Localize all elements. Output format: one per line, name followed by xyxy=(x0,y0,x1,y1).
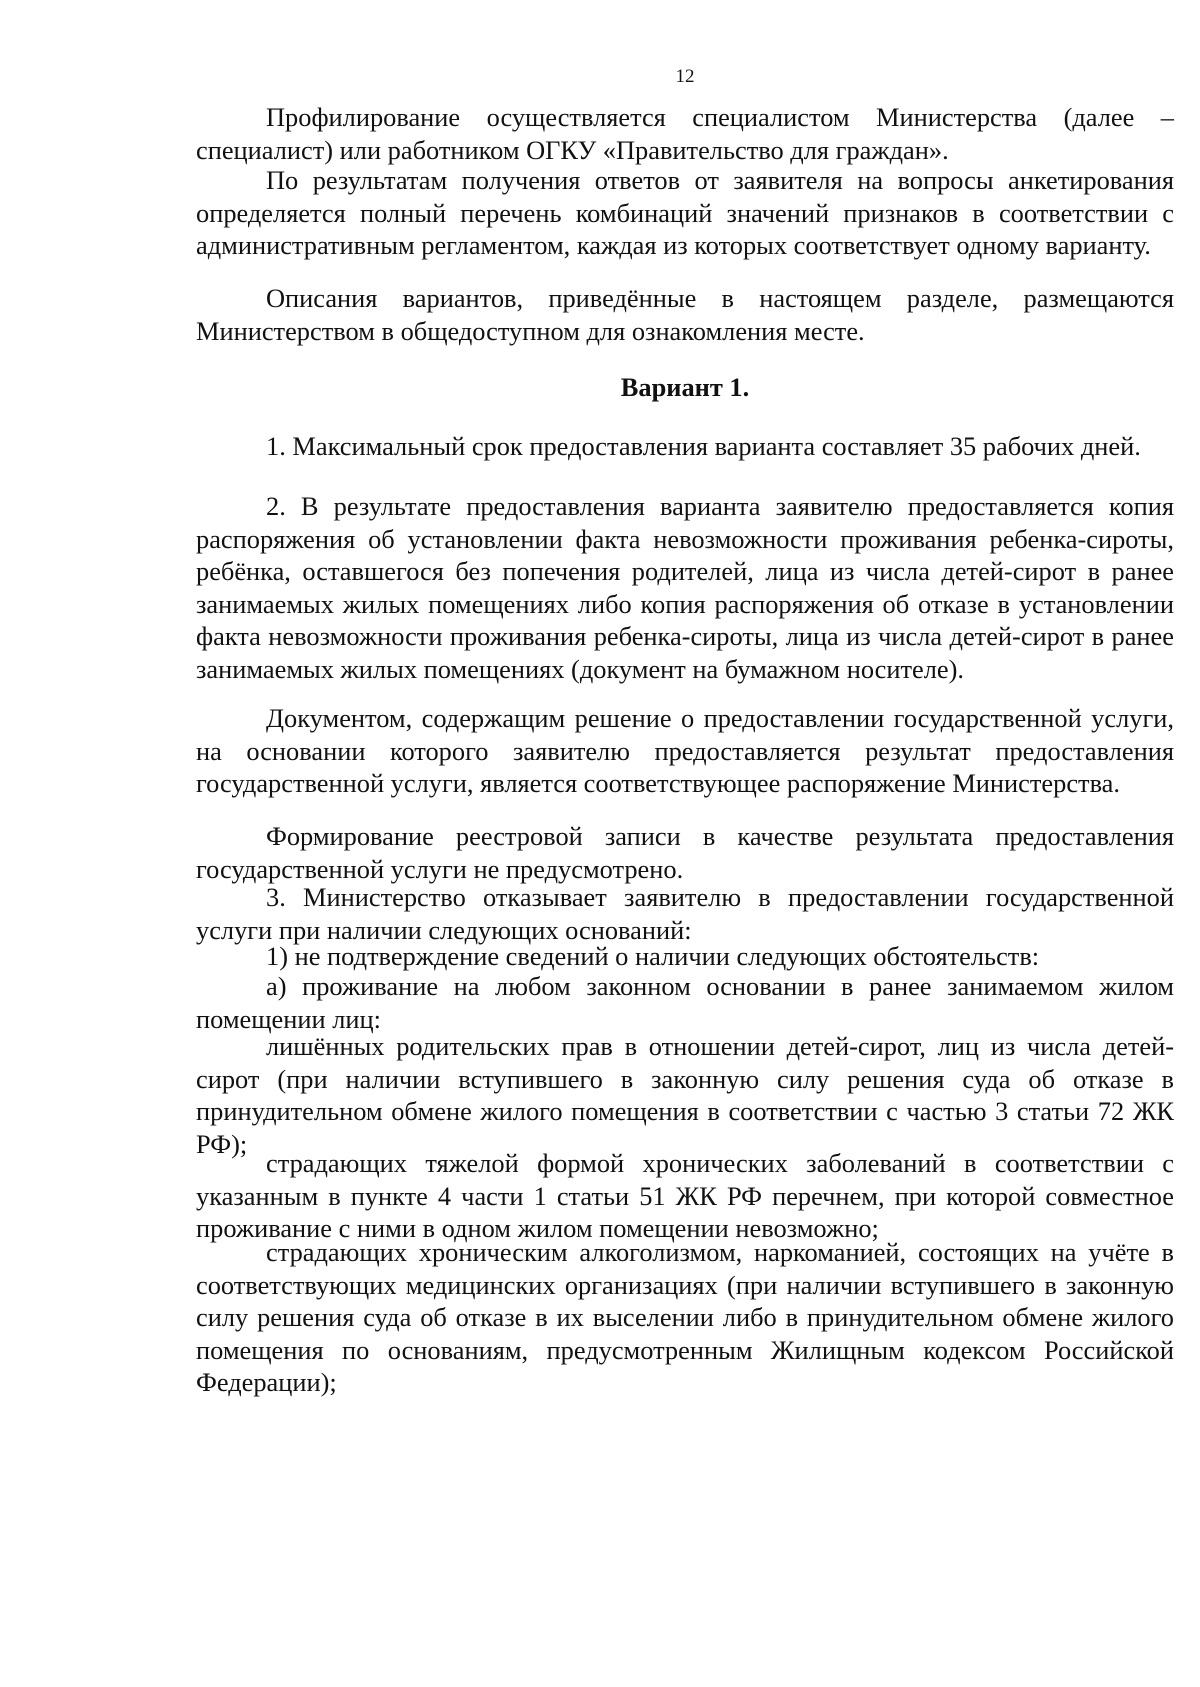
paragraph-deprived-parents: лишённых родительских прав в отношении детей-сирот, лиц из числа детей-сирот (при наличии вступившего в законную силу решения суда об отказе в принудительном обмене жилого помещения в соответствии с частью 3 статьи 72 ЖК РФ); xyxy=(196,1031,1174,1159)
paragraph-profiling: Профилирование осуществляется специалистом Министерства (далее – специалист) или работником ОГКУ «Правительство для граждан». xyxy=(196,102,1174,165)
list-item-a: а) проживание на любом законном основании в ранее занимаемом жилом помещении лиц: xyxy=(196,971,1174,1034)
paragraph-refusal-grounds: 3. Министерство отказывает заявителю в предоставлении государственной услуги при наличии следующих оснований: xyxy=(196,882,1174,945)
list-item-1: 1) не подтверждение сведений о наличии следующих обстоятельств: xyxy=(266,941,1040,971)
paragraph-result: 2. В результате предоставления варианта заявителю предоставляется копия распоряжения об установлении факта невозможности проживания ребенка-сироты, ребёнка, оставшегося без попечения родителей, лица из числа детей-сирот в ранее занимаемых жилых помещениях либо копия распоряжения об отказе в установлении факта невозможности проживания ребенка-сироты, лица из числа детей-сирот в ранее занимаемых жилых помещениях (документ на бумажном носителе). xyxy=(196,491,1174,684)
paragraph-decision-document: Документом, содержащим решение о предоставлении государственной услуги, на основании которого заявителю предоставляется результат предоставления государственной услуги, является соответствующее распоряжение Министерства. xyxy=(196,703,1174,799)
page-number: 12 xyxy=(675,66,695,87)
paragraph-questionnaire-results: По результатам получения ответов от заявителя на вопросы анкетирования определяется полный перечень комбинаций значений признаков в соответствии с административным регламентом, каждая из которых соответствует одному варианту. xyxy=(196,165,1174,261)
section-heading-variant-1: Вариант 1. xyxy=(620,372,750,402)
paragraph-alcoholism: страдающих хроническим алкоголизмом, наркоманией, состоящих на учёте в соответствующих медицинских организациях (при наличии вступившего в законную силу решения суда об отказе в их выселении либо в принудительном обмене жилого помещения по основаниям, предусмотренным Жилищным кодексом Российской Федерации); xyxy=(196,1237,1174,1398)
paragraph-registry-record: Формирование реестровой записи в качестве результата предоставления государственной услуги не предусмотрено. xyxy=(196,821,1174,884)
paragraph-max-term: 1. Максимальный срок предоставления варианта составляет 35 рабочих дней. xyxy=(266,431,1141,461)
paragraph-chronic-disease: страдающих тяжелой формой хронических заболеваний в соответствии с указанным в пункте 4 части 1 статьи 51 ЖК РФ перечнем, при которой совместное проживание с ними в одном жилом помещении невозможно; xyxy=(196,1148,1174,1244)
paragraph-variant-descriptions: Описания вариантов, приведённые в настоящем разделе, размещаются Министерством в общедоступном для ознакомления месте. xyxy=(196,283,1174,346)
